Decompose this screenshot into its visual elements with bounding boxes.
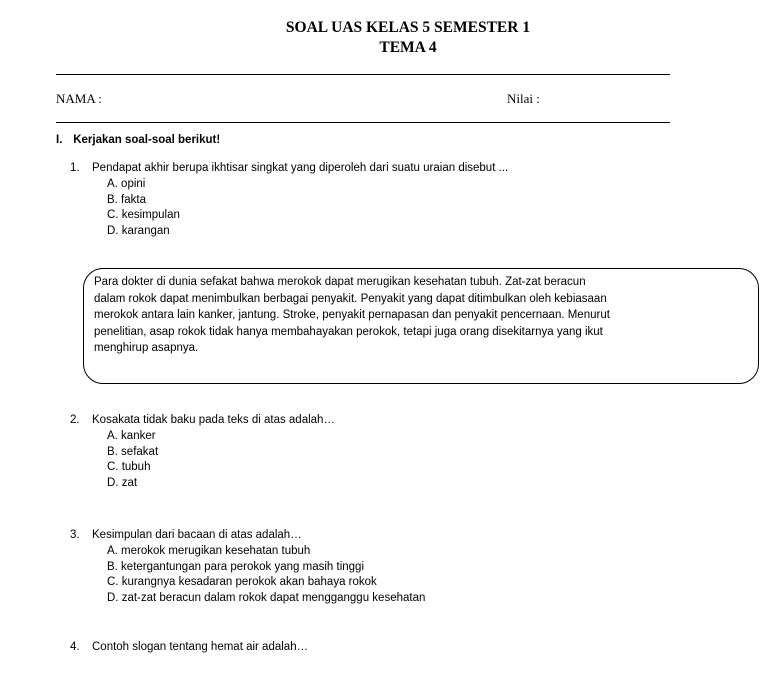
option-b: B. sefakat xyxy=(107,445,159,458)
question-text: Kosakata tidak baku pada teks di atas adalah… xyxy=(92,414,335,426)
question-number: 3. xyxy=(70,529,80,541)
top-divider xyxy=(56,74,670,75)
option-a: A. merokok merugikan kesehatan tubuh xyxy=(107,545,311,557)
option-d: D. karangan xyxy=(107,224,170,237)
option-c: C. tubuh xyxy=(107,461,151,473)
question-3 xyxy=(70,528,302,543)
score-label: Nilai : xyxy=(507,91,540,106)
question-number: 4. xyxy=(70,641,80,653)
passage-line: menghirup asapnya. xyxy=(94,342,199,355)
question-3-options xyxy=(107,544,425,606)
section-number: I. xyxy=(56,134,63,146)
question-4 xyxy=(70,640,308,655)
option-c: C. kurangnya kesadaran perokok akan bahaya rokok xyxy=(107,576,377,588)
question-text: Kesimpulan dari bacaan di atas adalah… xyxy=(92,529,302,541)
question-number: 1. xyxy=(70,162,80,174)
document-title xyxy=(0,18,768,58)
passage-line: merokok antara lain kanker, jantung. Stroke, penyakit pernapasan dan penyakit pencernaan. Menurut xyxy=(94,309,610,322)
bottom-divider xyxy=(56,122,670,123)
question-2 xyxy=(70,413,335,428)
title-line-2: TEMA 4 xyxy=(379,39,437,56)
question-text: Contoh slogan tentang hemat air adalah… xyxy=(92,641,309,653)
option-d: D. zat-zat beracun dalam rokok dapat mengganggu kesehatan xyxy=(107,591,426,604)
question-2-options xyxy=(107,429,158,491)
question-1-options xyxy=(107,177,180,239)
question-1 xyxy=(70,161,508,176)
option-a: A. opini xyxy=(107,178,146,190)
passage-line: penelitian, asap rokok tidak hanya membahayakan perokok, tetapi juga orang disekitarnya yang ikut xyxy=(94,325,603,338)
passage-line: Para dokter di dunia sefakat bahwa merokok dapat merugikan kesehatan tubuh. Zat-zat beracun xyxy=(94,276,586,288)
section-heading xyxy=(56,134,220,146)
option-d: D. zat xyxy=(107,476,138,489)
option-b: B. ketergantungan para perokok yang masih tinggi xyxy=(107,560,364,573)
question-text: Pendapat akhir berupa ikhtisar singkat yang diperoleh dari suatu uraian disebut ... xyxy=(92,162,509,174)
question-number: 2. xyxy=(70,414,80,426)
option-c: C. kesimpulan xyxy=(107,209,180,221)
option-a: A. kanker xyxy=(107,430,156,442)
name-label: NAMA : xyxy=(56,91,102,106)
title-line-1: SOAL UAS KELAS 5 SEMESTER 1 xyxy=(285,19,531,36)
section-instruction: Kerjakan soal-soal berikut! xyxy=(73,134,221,146)
option-b: B. fakta xyxy=(107,193,146,206)
reading-passage xyxy=(83,268,759,384)
passage-line: dalam rokok dapat menimbulkan berbagai penyakit. Penyakit yang dapat ditimbulkan oleh kebiasaan xyxy=(94,292,607,305)
